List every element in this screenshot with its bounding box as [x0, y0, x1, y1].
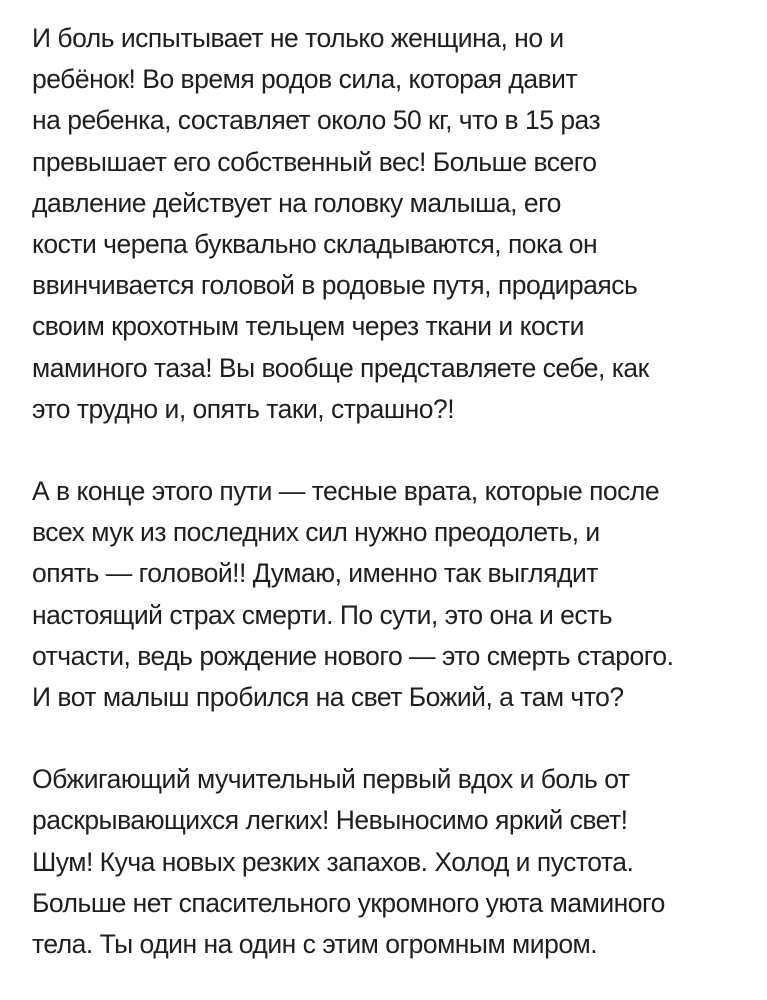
text-line: ребёнок! Во время родов сила, которая давит: [32, 64, 578, 95]
paragraph-2: [32, 471, 762, 718]
article-body: [32, 18, 762, 965]
text-line: всех мук из последних сил нужно преодолеть, и: [32, 517, 600, 548]
text-line: тела. Ты один на один с этим огромным миром.: [32, 929, 598, 960]
text-line: кости черепа буквально складываются, пока он: [32, 229, 598, 260]
text-line: Обжигающий мучительный первый вдох и боль от: [32, 764, 630, 795]
text-line: опять — головой!! Думаю, именно так выглядит: [32, 558, 598, 589]
text-line: превышает его собственный вес! Больше всего: [32, 146, 597, 177]
text-line: раскрывающихся легких! Невыносимо яркий свет!: [32, 805, 628, 836]
text-line: А в конце этого пути — тесные врата, которые после: [32, 476, 660, 507]
paragraph-3: [32, 759, 762, 965]
paragraph-1: [32, 18, 762, 430]
text-line: настоящий страх смерти. По сути, это она и есть: [32, 599, 613, 630]
text-line: И боль испытывает не только женщина, но и: [32, 23, 564, 53]
text-line: маминого таза! Вы вообще представляете себе, как: [32, 352, 649, 383]
text-line: отчасти, ведь рождение нового — это смерть старого.: [32, 640, 674, 671]
text-line: Больше нет спасительного укромного уюта маминого: [32, 887, 665, 918]
text-line: Шум! Куча новых резких запахов. Холод и пустота.: [32, 846, 634, 877]
text-line: ввинчивается головой в родовые путя, продираясь: [32, 270, 638, 301]
text-line: давление действует на головку малыша, его: [32, 187, 561, 218]
text-line: на ребенка, составляет около 50 кг, что в 15 раз: [32, 105, 601, 136]
text-line: своим крохотным тельцем через ткани и кости: [32, 311, 584, 342]
text-line: это трудно и, опять таки, страшно?!: [32, 393, 455, 424]
text-line: И вот малыш пробился на свет Божий, а там что?: [32, 682, 624, 713]
